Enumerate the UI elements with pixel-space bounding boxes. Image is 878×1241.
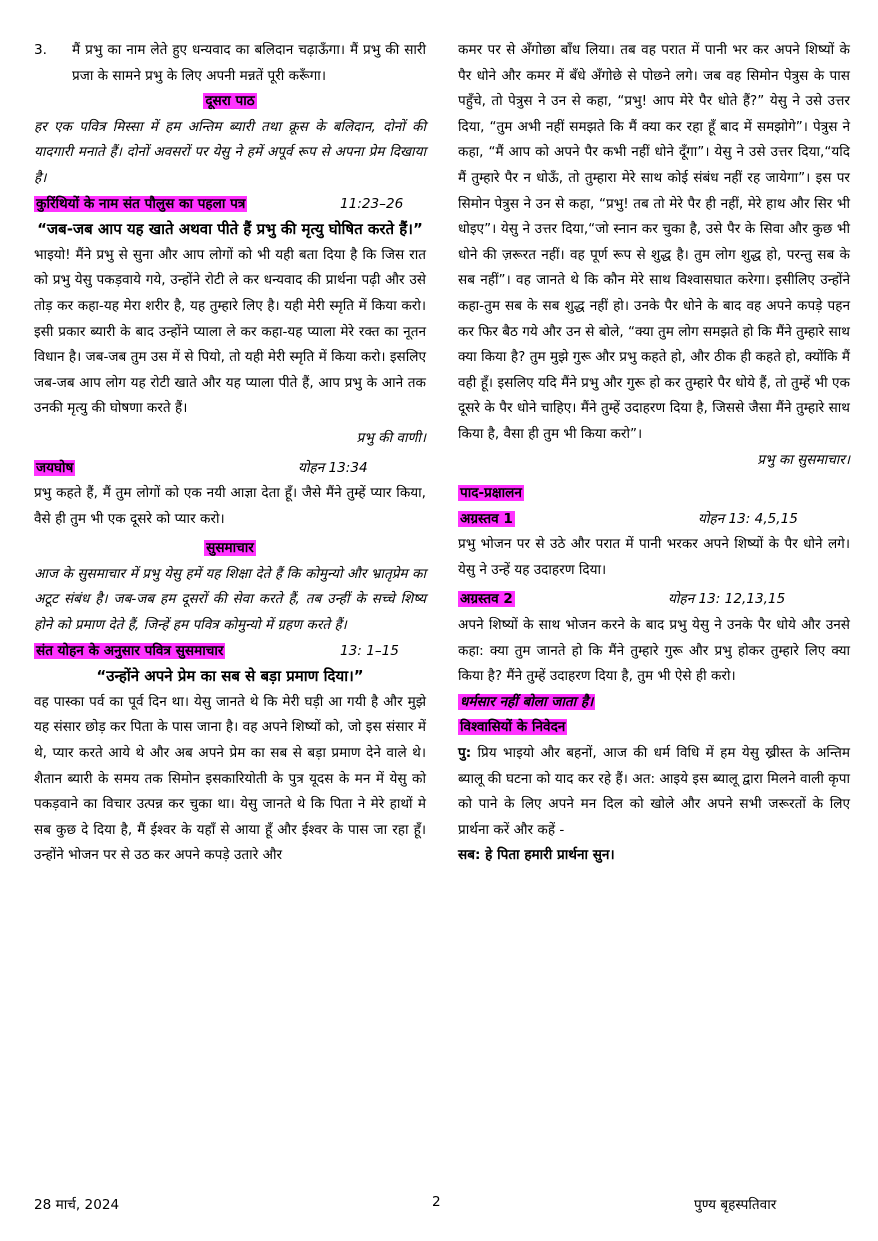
second-reading-heading: दूसरा पाठ: [205, 93, 255, 110]
gospel-title: संत योहन के अनुसार पवित्र सुसमाचार: [36, 642, 224, 659]
footwash-heading: पाद-प्रक्षालन: [460, 485, 522, 502]
prayers-heading-row: [458, 715, 850, 741]
antiphon1-text: प्रभु भोजन पर से उठे और परात में पानी भरकर अपने शिष्यों के पैर धोने लगे। येसु ने उन्हें यह उदाहरण दिया।: [458, 536, 850, 578]
gospel-closing: प्रभु का सुसमाचार।: [757, 451, 850, 468]
acclamation-heading: जयघोष: [36, 459, 74, 476]
priest-label: पु:: [458, 745, 472, 762]
epistle-quote: “जब-जब आप यह खाते अथवा पीते हैं प्रभु की मृत्यु घोषित करते हैं।”: [37, 220, 423, 239]
antiphon2-row: [458, 587, 850, 613]
psalm-item-3: [34, 38, 426, 89]
item-number: 3.: [34, 42, 47, 58]
left-column: [34, 38, 426, 869]
antiphon2-heading: अग्रस्तव 2: [460, 591, 513, 608]
prayers-heading: विश्वासियों के निवेदन: [460, 719, 566, 736]
acclamation-row: [34, 456, 426, 482]
epistle-closing: प्रभु की वाणी।: [356, 429, 426, 446]
gospel-continuation: कमर पर से अँगोछा बाँध लिया। तब वह परात में पानी भर कर अपने शिष्यों के पैर धोने और कमर में बँधे अँगोछे से पोछने लगे। जब वह सिमोन पेत्रुस के पास पहुँचे, तो पेत्रुस ने उन से कहा, “प्रभु! आप मेरे पैर धोते हैं?” येसु ने उसे उत्तर दिया, “तुम अभी नहीं समझते कि मैं क्या कर रहा हूँ बाद में समझोगे”। पेत्रुस ने कहा, “मैं आप को अपने पैर कभी नहीं धोने दूँगा”। येसु ने उसे उत्तर दिया,“यदि मैं तुम्हारे पैर न धोऊँ, तो तुम्हारा मेरे साथ कोई संबंध नहीं रह जायेगा”। इस पर सिमोन पेत्रुस ने उन से कहा, “प्रभु! तब तो मेरे पैर ही नहीं, मेरे हाथ और सिर भी धोइए”। येसु ने उत्तर दिया,“जो स्नान कर चुका है, उसे पैर के सिवा और कुछ भी धोने की ज़रूरत नहीं। वह पूर्ण रूप से शुद्ध है। तुम लोग शुद्ध हो, परन्तु सब के सब नहीं”। वह जानते थे कि कौन मेरे साथ विश्वासघात करेगा। इसीलिए उन्होंने कहा-तुम सब के सब शुद्ध नहीं हो। उनके पैर धोने के बाद वह अपने कपड़े पहन कर फिर बैठ गये और उन से बोले, “क्या तुम लोग समझते हो कि मैंने तुम्हारे साथ क्या किया है? तुम मुझे गुरू और प्रभु कहते हो, और ठीक ही कहते हो, क्योंकि मैं वही हूँ। इसलिए यदि मैंने प्रभु और गुरू हो कर तुम्हारे पैर धोये हैं, तो तुम्हें भी एक दूसरे के पैर धोने चाहिए। मैंने तुम्हें उदाहरण दिया है, जिससे जैसा मैंने तुम्हारे साथ किया है, वैसा ही तुम भी किया करो”।: [458, 42, 850, 442]
acclamation-reference: योहन 13:34: [298, 459, 368, 476]
right-column: [458, 38, 850, 869]
gospel-quote: “उन्होंने अपने प्रेम का सब से बड़ा प्रमाण दिया।”: [96, 667, 364, 686]
gospel-intro: आज के सुसमाचार में प्रभु येसु हमें यह शिक्षा देते हैं कि कोमुन्यो और भ्रातृप्रेम का अटूट संबंध है। जब-जब हम दूसरों की सेवा करते हैं, तब उन्हीं के सच्चे शिष्य होने को प्रमाण देते हैं, जिन्हें हम पवित्र कोमुन्यो में ग्रहण करते हैं।: [34, 565, 426, 634]
priest-text: प्रिय भाइयो और बहनों, आज की धर्म विधि में हम येसु ख्रीस्त के अन्तिम ब्यालू की घटना को याद कर रहे हैं। अत: आइये इस ब्यालू द्वारा मिलने वाली कृपा को पाने के लिए अपने मन दिल को खोले और अपने सभी जरूरतों के लिए प्रार्थना करें और कहें -: [458, 745, 851, 838]
antiphon1-reference: योहन 13: 4,5,15: [698, 510, 798, 527]
footwash-heading-row: [458, 481, 850, 507]
second-reading-heading-row: [34, 89, 426, 115]
gospel-heading: सुसमाचार: [206, 540, 254, 557]
gospel-text: वह पास्का पर्व का पूर्व दिन था। येसु जानते थे कि मेरी घड़ी आ गयी है और मुझे यह संसार छोड़ कर पिता के पास जाना है। वह अपने शिष्यों को, जो इस संसार में थे, प्यार करते आये थे और अब अपने प्रेम का सब से बड़ा प्रमाण देने वाले थे। शैतान ब्यारी के समय तक सिमोन इसकारियोती के पुत्र यूदस के मन में येसु को पकड़वाने का विचार उत्पन्न कर चुका था। येसु जानते थे कि पिता ने मेरे हाथों मे सब कुछ दे दिया है, मैं ईश्वर के यहाँ से आया हूँ और ईश्वर के पास जा रहा हूँ। उन्होंने भोजन पर से उठ कर अपने कपड़े उतारे और: [34, 693, 426, 864]
epistle-title: कुरिंथियों के नाम संत पौलुस का पहला पत्र: [36, 195, 246, 212]
acclamation-text: प्रभु कहते हैं, मैं तुम लोगों को एक नयी आज्ञा देता हूँ। जैसे मैंने तुम्हें प्यार किया, वैसे ही तुम भी एक दूसरे को प्यार करो।: [34, 485, 426, 527]
all-response: सब: हे पिता हमारी प्रार्थना सुन।: [458, 847, 615, 864]
antiphon1-row: [458, 507, 850, 533]
antiphon2-text: अपने शिष्यों के साथ भोजन करने के बाद प्रभु येसु ने उनके पैर धोये और उनसे कहा: क्या तुम जानते हो कि मैंने तुम्हारे गुरू और प्रभु होकर तुम्हारे लिए क्या किया है? मैंने तुम्हें उदाहरण दिया है, तुम भी ऐसे ही करो।: [458, 617, 850, 685]
second-reading-intro: हर एक पवित्र मिस्सा में हम अन्तिम ब्यारी तथा क्रूस के बलिदान, दोनों की यादगारी मनाते हैं। दोनों अवसरों पर येसु ने हमें अपूर्व रूप से अपना प्रेम दिखाया है।: [34, 118, 426, 186]
gospel-title-row: [34, 639, 426, 665]
footer-day: पुण्य बृहस्पतिवार: [694, 1197, 777, 1213]
epistle-reference: 11:23–26: [340, 195, 404, 212]
gospel-heading-row: [34, 536, 426, 562]
gospel-reference: 13: 1–15: [340, 642, 399, 659]
epistle-title-row: [34, 192, 426, 218]
creed-note-row: [458, 690, 850, 716]
priest-intro: [458, 741, 850, 843]
item-text: मैं प्रभु का नाम लेते हुए धन्यवाद का बलिदान चढ़ाऊँगा। मैं प्रभु की सारी प्रजा के सामने प्रभु के लिए अपनी मन्नतें पूरी करूँगा।: [72, 42, 426, 84]
creed-note: धर्मसार नहीं बोला जाता है।: [460, 693, 594, 710]
epistle-text: भाइयो! मैंने प्रभु से सुना और आप लोगों को भी यही बता दिया है कि जिस रात को प्रभु येसु पकड़वाये गये, उन्होंने रोटी ले कर धन्यवाद की प्रार्थना पढ़ी और उसे तोड़ कर कहा-यह मेरा शरीर है, यह तुम्हारे लिए है। यही मेरी स्मृति में किया करो। इसी प्रकार ब्यारी के बाद उन्होंने प्याला ले कर कहा-यह प्याला मेरे रक्त का नूतन विधान है। जब-जब तुम उस में से पियो, तो यही मेरी स्मृति में किया करो। इसलिए जब-जब आप लोग यह रोटी खाते और यह प्याला पीते हैं, आप प्रभु के आने तक उनकी मृत्यु की घोषणा करते हैं।: [34, 246, 426, 417]
footer-date: 28 मार्च, 2024: [34, 1197, 120, 1213]
antiphon1-heading: अग्रस्तव 1: [460, 510, 513, 527]
antiphon2-reference: योहन 13: 12,13,15: [668, 591, 786, 608]
page-number: 2: [432, 1194, 441, 1210]
page-footer: [34, 1194, 846, 1216]
